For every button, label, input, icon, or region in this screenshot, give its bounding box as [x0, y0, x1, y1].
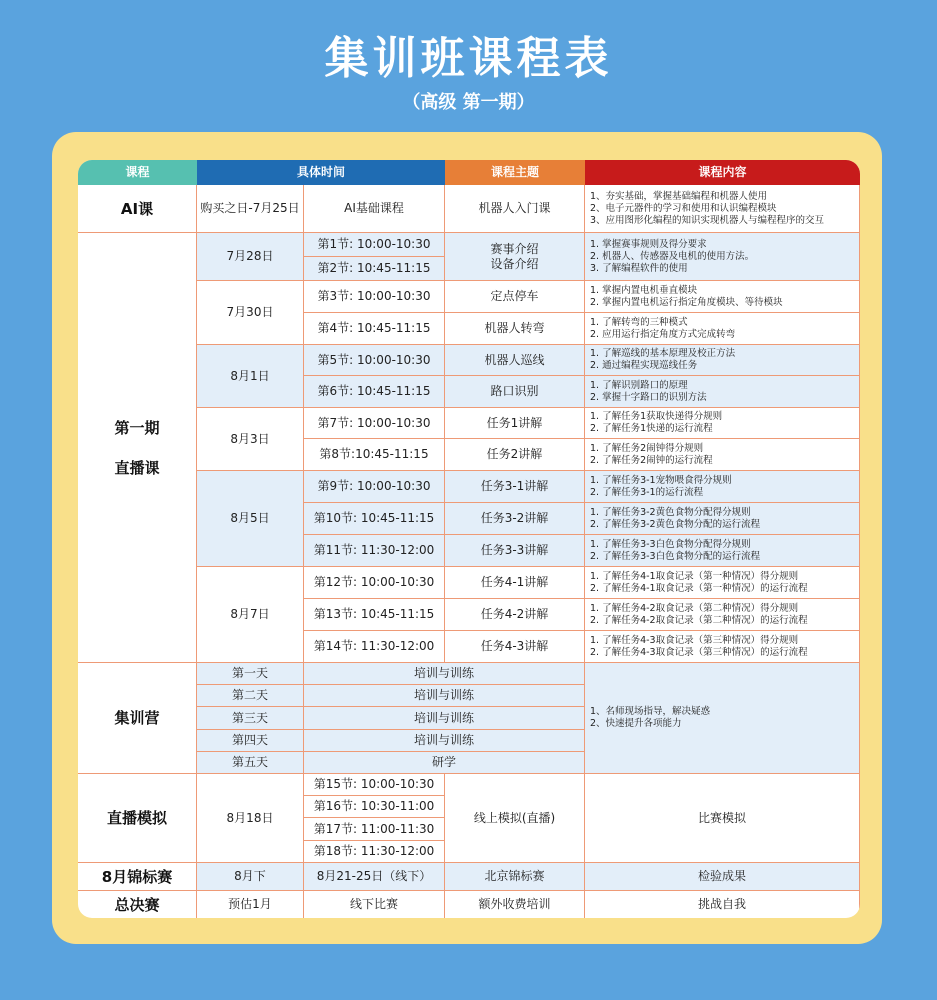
live-date-2: 7月30日	[197, 281, 304, 345]
content-line: 1. 了解转弯的三种模式	[590, 316, 688, 328]
sim-session: 第18节: 11:30-12:00	[304, 841, 445, 863]
camp-topic: 培训与训练	[304, 730, 585, 752]
header-content: 课程内容	[585, 160, 860, 185]
session-time: 第10节: 10:45-11:15	[304, 503, 445, 535]
session-time: 第8节:10:45-11:15	[304, 439, 445, 471]
session-time: 第12节: 10:00-10:30	[304, 567, 445, 599]
live-date-5: 8月5日	[197, 471, 304, 567]
sim-topic: 线上模拟(直播)	[445, 774, 585, 863]
content-line: 2、快速提升各项能力	[590, 718, 682, 729]
content-line: 1. 了解任务4-2取食记录（第二种情况）得分规则	[590, 602, 799, 614]
session-content	[585, 439, 860, 471]
section-simulation: 直播模拟	[78, 774, 197, 863]
final-time: 线下比赛	[304, 891, 445, 918]
section-live	[78, 233, 197, 663]
header-time: 具体时间	[197, 160, 445, 185]
camp-topic: 研学	[304, 752, 585, 774]
session-topic: 任务4-3讲解	[445, 631, 585, 663]
page-subtitle: （高级 第一期）	[402, 92, 535, 113]
session-topic: 定点停车	[445, 281, 585, 313]
camp-content	[585, 663, 860, 774]
camp-day: 第三天	[197, 707, 304, 730]
content-line: 2. 了解任务3-2黄色食物分配的运行流程	[590, 518, 761, 530]
live-date-6: 8月7日	[197, 567, 304, 663]
topic-line: 设备介绍	[490, 256, 539, 271]
session-time: 第6节: 10:45-11:15	[304, 376, 445, 408]
section-live-line2: 直播课	[114, 458, 160, 477]
session-topic: 任务4-2讲解	[445, 599, 585, 631]
live-date-3: 8月1日	[197, 345, 304, 408]
content-line: 1. 了解任务3-2黄色食物分配得分规则	[590, 506, 751, 518]
content-line: 2. 了解任务3-1的运行流程	[590, 486, 704, 498]
session-topic: 任务3-1讲解	[445, 471, 585, 503]
ai-date: 购买之日-7月25日	[197, 185, 304, 233]
champ-content: 检验成果	[585, 863, 860, 891]
sim-session: 第16节: 10:30-11:00	[304, 796, 445, 818]
content-line: 2. 了解任务1快递的运行流程	[590, 423, 713, 434]
camp-topic: 培训与训练	[304, 685, 585, 707]
section-ai: AI课	[78, 185, 197, 233]
session-content	[585, 345, 860, 376]
session-content	[585, 471, 860, 503]
ai-course: AI基础课程	[304, 185, 445, 233]
content-line: 2. 了解任务4-2取食记录（第二种情况）的运行流程	[590, 614, 808, 626]
session-time: 第2节: 10:45-11:15	[304, 257, 445, 281]
session-content	[585, 408, 860, 439]
live-date-4: 8月3日	[197, 408, 304, 471]
session-content	[585, 313, 860, 345]
session-topic: 任务3-3讲解	[445, 535, 585, 567]
content-line: 2. 通过编程实现巡线任务	[590, 360, 698, 371]
session-content	[585, 599, 860, 631]
champ-topic: 北京锦标赛	[445, 863, 585, 891]
session-topic: 任务2讲解	[445, 439, 585, 471]
section-finals: 总决赛	[78, 891, 197, 918]
session-topic: 路口识别	[445, 376, 585, 408]
session-topic: 机器人巡线	[445, 345, 585, 376]
content-line: 1. 了解任务1获取快递得分规则	[590, 411, 723, 422]
session-time: 第14节: 11:30-12:00	[304, 631, 445, 663]
ai-topic: 机器人入门课	[445, 185, 585, 233]
session-time: 第4节: 10:45-11:15	[304, 313, 445, 345]
content-line: 2. 机器人、传感器及电机的使用方法。	[590, 250, 755, 262]
content-line: 1. 了解任务2闹钟得分规则	[590, 442, 704, 454]
session-time: 第3节: 10:00-10:30	[304, 281, 445, 313]
content-line: 1. 掌握赛事规则及得分要求	[590, 238, 707, 250]
session-content	[585, 233, 860, 281]
final-content: 挑战自我	[585, 891, 860, 918]
session-time: 第1节: 10:00-10:30	[304, 233, 445, 257]
session-content	[585, 535, 860, 567]
content-line: 2. 了解任务3-3白色食物分配的运行流程	[590, 550, 761, 562]
content-line: 1、名师现场指导，解决疑惑	[590, 706, 711, 717]
session-topic	[445, 233, 585, 281]
section-camp: 集训营	[78, 663, 197, 774]
section-live-line1: 第一期	[114, 418, 160, 437]
session-time: 第11节: 11:30-12:00	[304, 535, 445, 567]
session-content	[585, 631, 860, 663]
content-line: 1. 了解巡线的基本原理及校正方法	[590, 348, 736, 359]
session-time: 第13节: 10:45-11:15	[304, 599, 445, 631]
session-content	[585, 281, 860, 313]
section-championship: 8月锦标赛	[78, 863, 197, 891]
content-line: 3、应用图形化编程的知识实现机器人与编程程序的交互	[590, 214, 825, 226]
content-line: 2. 掌握内置电机运行指定角度模块、等待模块	[590, 296, 783, 308]
camp-day: 第四天	[197, 730, 304, 752]
session-topic: 任务1讲解	[445, 408, 585, 439]
sim-date: 8月18日	[197, 774, 304, 863]
champ-date: 8月下	[197, 863, 304, 891]
final-topic: 额外收费培训	[445, 891, 585, 918]
content-line: 1. 了解任务3-1宠物喂食得分规则	[590, 474, 732, 486]
page-title: 集训班课程表	[324, 33, 613, 84]
camp-day: 第五天	[197, 752, 304, 774]
session-topic: 任务3-2讲解	[445, 503, 585, 535]
camp-day: 第一天	[197, 663, 304, 685]
final-date: 预估1月	[197, 891, 304, 918]
content-line: 2. 掌握十字路口的识别方法	[590, 391, 707, 403]
session-content	[585, 503, 860, 535]
sim-content: 比赛模拟	[585, 774, 860, 863]
topic-line: 赛事介绍	[490, 241, 539, 256]
sim-session: 第17节: 11:00-11:30	[304, 818, 445, 841]
session-topic: 任务4-1讲解	[445, 567, 585, 599]
session-topic: 机器人转弯	[445, 313, 585, 345]
header-course: 课程	[78, 160, 197, 185]
content-line: 1. 了解任务4-3取食记录（第三种情况）得分规则	[590, 634, 799, 646]
content-line: 1. 掌握内置电机垂直模块	[590, 284, 698, 296]
camp-topic: 培训与训练	[304, 663, 585, 685]
champ-time: 8月21-25日（线下）	[304, 863, 445, 891]
sim-session: 第15节: 10:00-10:30	[304, 774, 445, 796]
content-line: 2、电子元器件的学习和使用和认识编程模块	[590, 202, 777, 214]
content-line: 1. 了解识别路口的原理	[590, 379, 688, 391]
session-content	[585, 376, 860, 408]
camp-topic: 培训与训练	[304, 707, 585, 730]
session-time: 第5节: 10:00-10:30	[304, 345, 445, 376]
content-line: 1、夯实基础，掌握基础编程和机器人使用	[590, 190, 768, 202]
content-line: 3. 了解编程软件的使用	[590, 262, 688, 274]
content-line: 2. 了解任务4-3取食记录（第三种情况）的运行流程	[590, 646, 808, 658]
ai-content	[585, 185, 860, 233]
content-line: 1. 了解任务3-3白色食物分配得分规则	[590, 538, 751, 550]
schedule-table	[78, 160, 860, 918]
session-content	[585, 567, 860, 599]
content-line: 1. 了解任务4-1取食记录（第一种情况）得分规则	[590, 570, 799, 582]
content-line: 2. 了解任务2闹钟的运行流程	[590, 454, 713, 466]
content-line: 2. 应用运行指定角度方式完成转弯	[590, 328, 736, 340]
live-date-1: 7月28日	[197, 233, 304, 281]
content-line: 2. 了解任务4-1取食记录（第一种情况）的运行流程	[590, 582, 808, 594]
header-topic: 课程主题	[445, 160, 585, 185]
session-time: 第7节: 10:00-10:30	[304, 408, 445, 439]
camp-day: 第二天	[197, 685, 304, 707]
session-time: 第9节: 10:00-10:30	[304, 471, 445, 503]
